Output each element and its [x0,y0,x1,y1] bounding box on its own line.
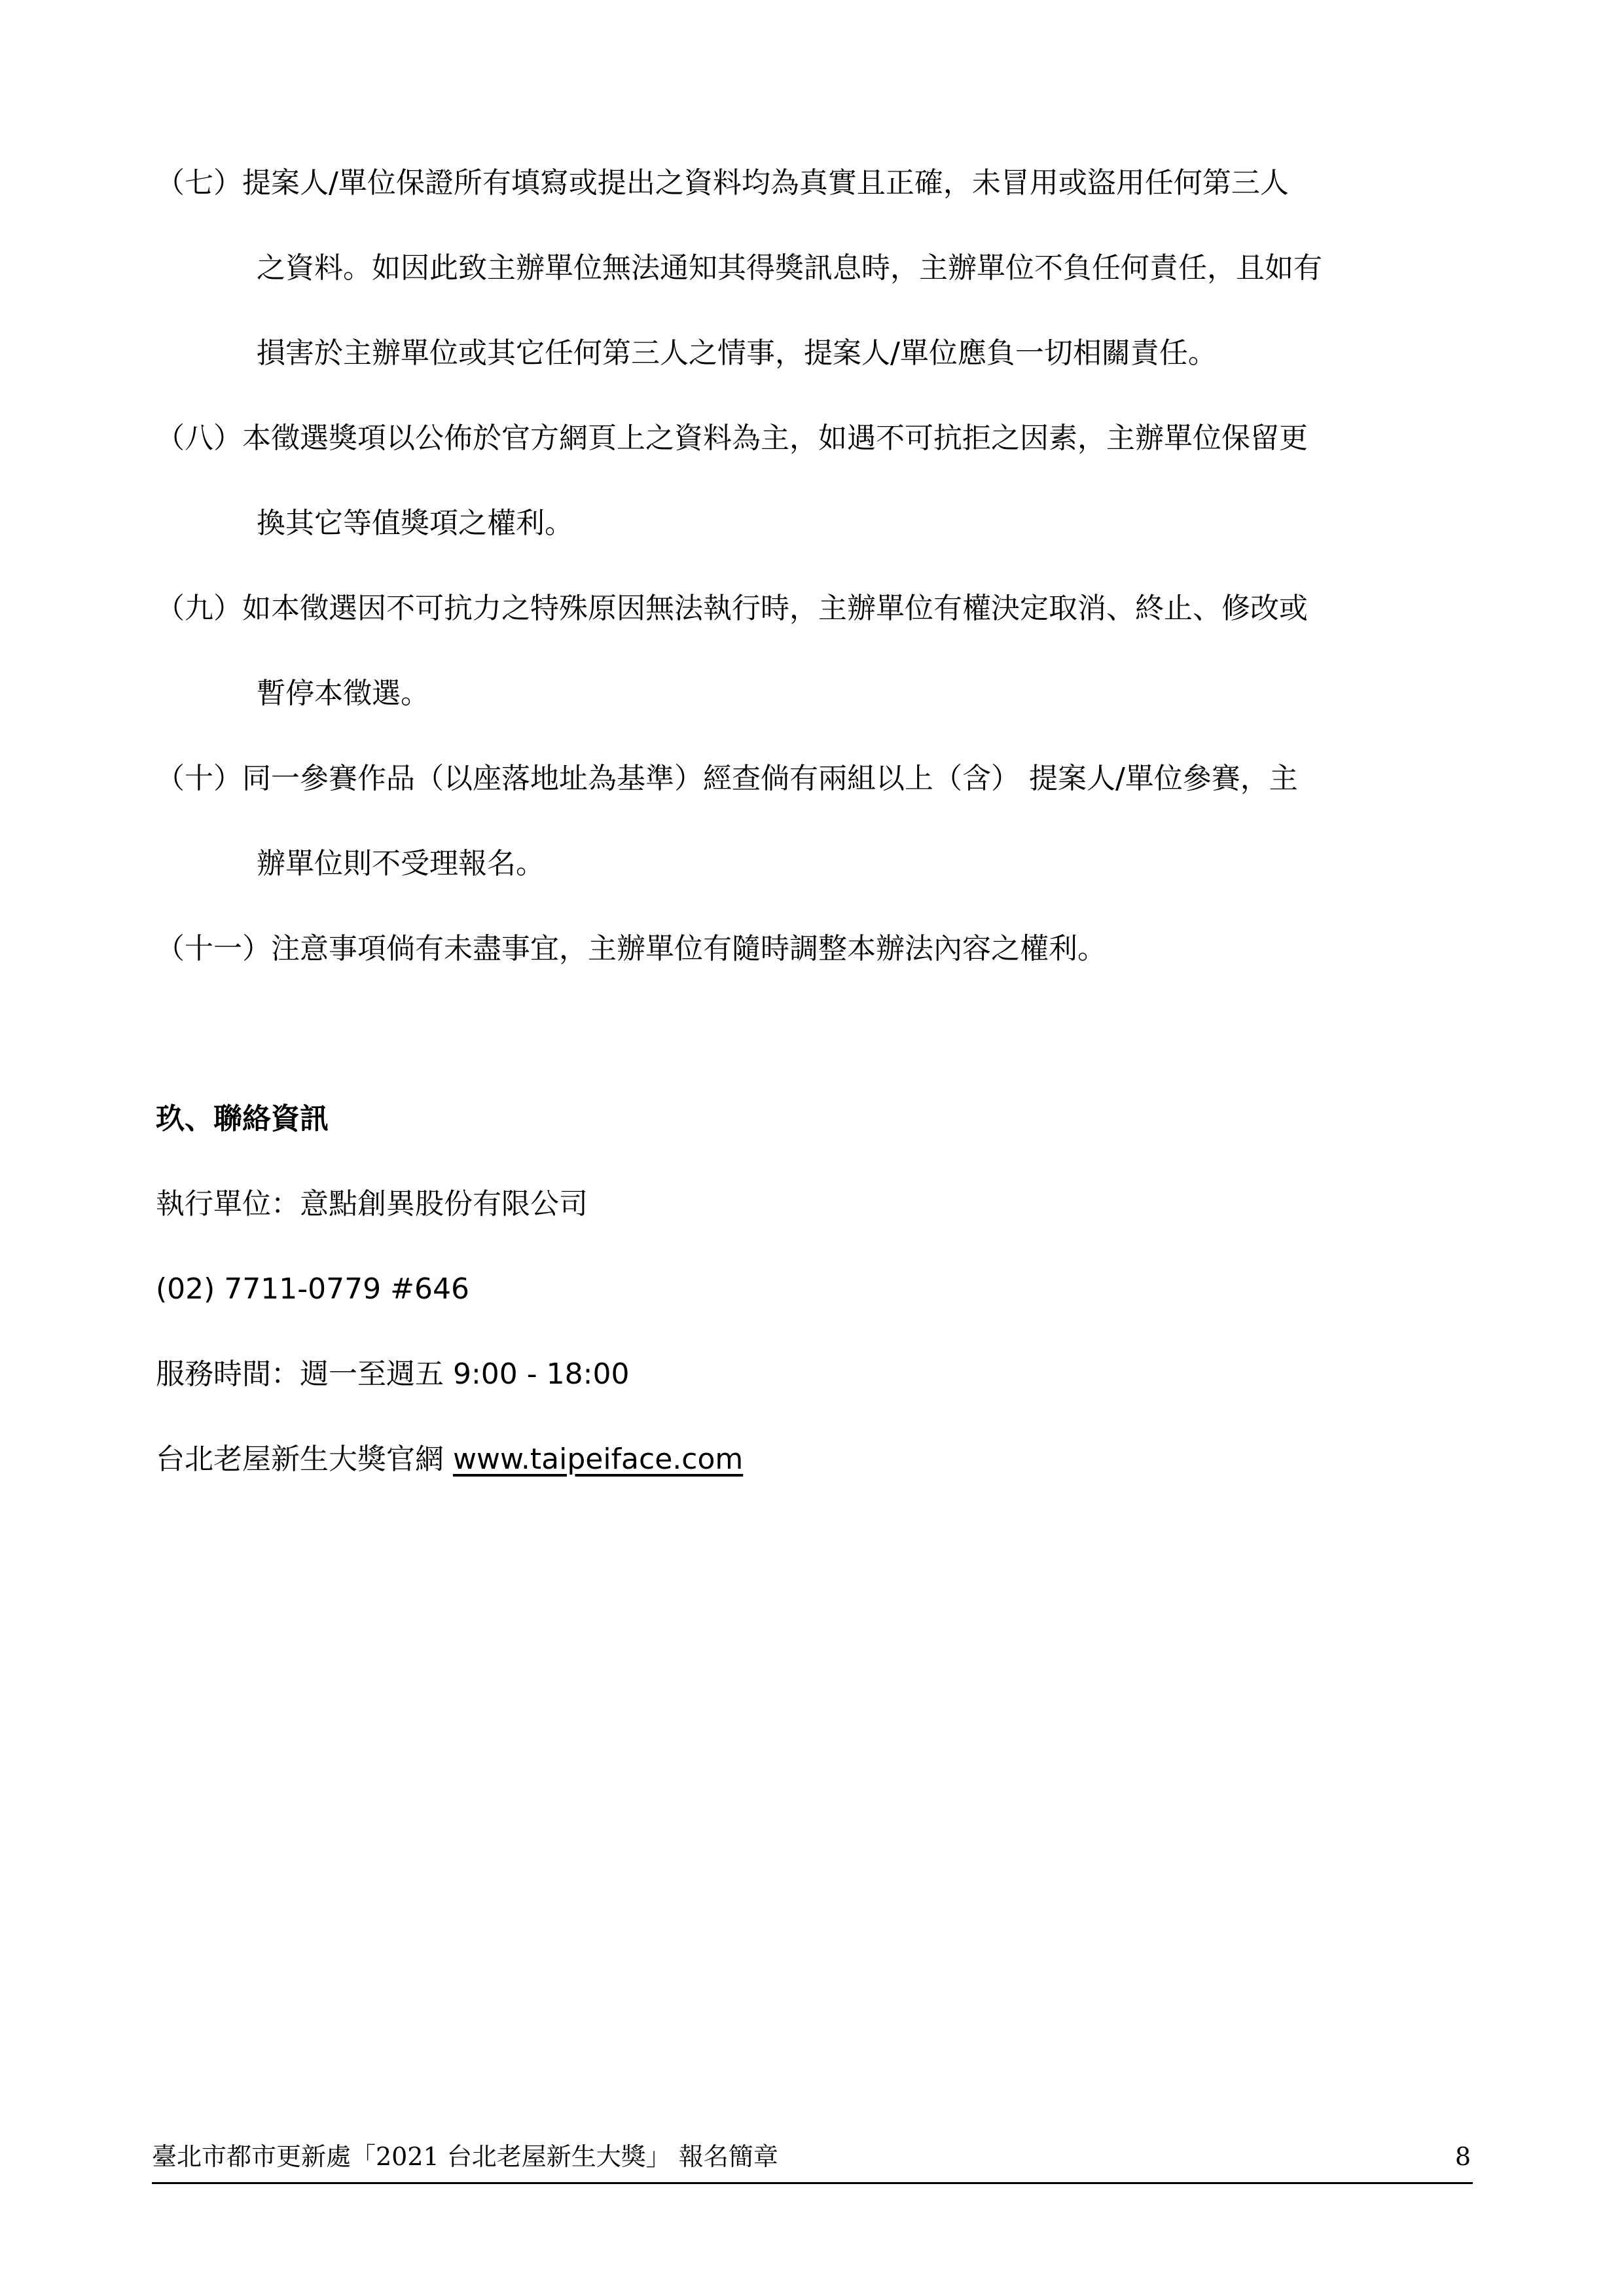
clause-10-line-2: 辦單位則不受理報名。 [257,847,545,880]
page-number: 8 [1454,2142,1471,2171]
clause-9-line-1: （九）如本徵選因不可抗力之特殊原因無法執行時，主辦單位有權決定取消、終止、修改或 [156,592,1308,625]
footer-divider [152,2182,1473,2184]
clause-11-line-1: （十一）注意事項倘有未盡事宜，主辦單位有隨時調整本辦法內容之權利。 [156,932,1106,965]
clause-10-line-1: （十）同一參賽作品（以座落地址為基準）經查倘有兩組以上（含） 提案人/單位參賽，主 [156,762,1298,795]
website-link[interactable]: www.taipeiface.com [453,1443,744,1476]
contact-executor: 執行單位：意點創異股份有限公司 [156,1187,588,1221]
contact-phone: (02) 7711-0779 #646 [156,1272,469,1306]
contact-heading: 玖、聯絡資訊 [156,1102,329,1136]
contact-website-label: 台北老屋新生大獎官網 [156,1443,453,1476]
clause-7-line-2: 之資料。如因此致主辦單位無法通知其得獎訊息時，主辦單位不負任何責任，且如有 [257,251,1322,285]
contact-hours: 服務時間：週一至週五 9:00 - 18:00 [156,1357,630,1391]
clause-7-line-1: （七）提案人/單位保證所有填寫或提出之資料均為真實且正確，未冒用或盜用任何第三人 [156,166,1289,200]
clause-8-line-2: 換其它等值獎項之權利。 [257,507,573,540]
clause-8-line-1: （八）本徵選獎項以公佈於官方網頁上之資料為主，如遇不可抗拒之因素，主辦單位保留更 [156,422,1308,455]
clause-9-line-2: 暫停本徵選。 [257,677,429,710]
contact-website-line [156,1440,743,1479]
clause-7-line-3: 損害於主辦單位或其它任何第三人之情事，提案人/單位應負一切相關責任。 [257,336,1217,370]
footer-title: 臺北市都市更新處「2021 台北老屋新生大獎」 報名簡章 [152,2142,778,2171]
